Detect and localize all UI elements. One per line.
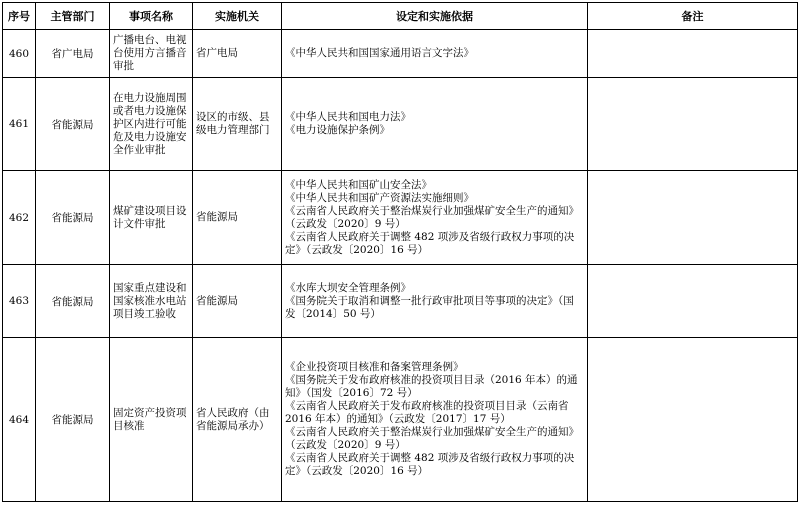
row-remark <box>588 78 798 171</box>
header-item: 事项名称 <box>110 3 193 30</box>
row-item: 广播电台、电视台使用方言播音审批 <box>110 30 193 78</box>
row-agency: 设区的市级、县级电力管理部门 <box>193 78 282 171</box>
row-seq: 463 <box>3 265 36 338</box>
basis-line: 《云南省人民政府关于调整 482 项涉及省级行政权力事项的决定》（云政发〔2020〕16 号） <box>285 452 575 477</box>
row-remark <box>588 171 798 265</box>
row-agency: 省能源局 <box>193 265 282 338</box>
basis-line: 《中华人民共和国矿山安全法》 <box>285 178 432 191</box>
table-row <box>3 265 798 338</box>
row-item: 煤矿建设项目设计文件审批 <box>110 171 193 265</box>
basis-line: 《云南省人民政府关于整治煤炭行业加强煤矿安全生产的通知》（云政发〔2020〕9 号） <box>285 426 579 451</box>
row-basis <box>282 30 588 78</box>
row-seq: 460 <box>3 30 36 78</box>
basis-line: 《云南省人民政府关于调整 482 项涉及省级行政权力事项的决定》（云政发〔2020〕16 号） <box>285 230 575 256</box>
row-dept: 省广电局 <box>36 30 110 78</box>
table-row <box>3 338 798 502</box>
table-row <box>3 171 798 265</box>
row-item: 在电力设施周围或者电力设施保护区内进行可能危及电力设施安全作业审批 <box>110 78 193 171</box>
row-remark <box>588 265 798 338</box>
row-dept: 省能源局 <box>36 338 110 502</box>
basis-line: 《国务院关于发布政府核准的投资项目目录（2016 年本）的通知》（国发〔2016〕72 号） <box>285 374 578 399</box>
basis-line: 《国务院关于取消和调整一批行政审批项目等事项的决定》（国发〔2014〕50 号） <box>285 294 574 320</box>
header-remark: 备注 <box>588 3 798 30</box>
catalog-table <box>2 2 798 502</box>
row-agency: 省能源局 <box>193 171 282 265</box>
basis-line: 《电力设施保护条例》 <box>285 124 390 136</box>
header-basis: 设定和实施依据 <box>282 3 588 30</box>
row-item: 固定资产投资项目核准 <box>110 338 193 502</box>
row-dept: 省能源局 <box>36 265 110 338</box>
row-remark <box>588 30 798 78</box>
row-dept: 省能源局 <box>36 78 110 171</box>
row-basis <box>282 78 588 171</box>
header-agency: 实施机关 <box>193 3 282 30</box>
basis-line: 《中华人民共和国电力法》 <box>285 111 411 123</box>
header-row <box>3 3 798 30</box>
header-seq: 序号 <box>3 3 36 30</box>
row-basis <box>282 265 588 338</box>
row-basis <box>282 171 588 265</box>
row-basis <box>282 338 588 502</box>
row-agency: 省人民政府（由省能源局承办） <box>193 338 282 502</box>
row-dept: 省能源局 <box>36 171 110 265</box>
basis-line: 《云南省人民政府关于发布政府核准的投资项目目录（云南省 2016 年本）的通知》（云政发〔2017〕17 号） <box>285 400 569 425</box>
table-row <box>3 30 798 78</box>
row-seq: 461 <box>3 78 36 171</box>
basis-line: 《企业投资项目核准和备案管理条例》 <box>285 361 464 373</box>
basis-line: 《中华人民共和国矿产资源法实施细则》 <box>285 191 474 204</box>
header-dept: 主管部门 <box>36 3 110 30</box>
row-seq: 464 <box>3 338 36 502</box>
basis-line: 《云南省人民政府关于整治煤炭行业加强煤矿安全生产的通知》（云政发〔2020〕9 号） <box>285 204 579 230</box>
row-remark <box>588 338 798 502</box>
basis-line: 《中华人民共和国国家通用语言文字法》 <box>285 47 474 59</box>
row-agency: 省广电局 <box>193 30 282 78</box>
row-seq: 462 <box>3 171 36 265</box>
basis-line: 《水库大坝安全管理条例》 <box>285 281 411 294</box>
row-item: 国家重点建设和国家核准水电站项目竣工验收 <box>110 265 193 338</box>
table-row <box>3 78 798 171</box>
